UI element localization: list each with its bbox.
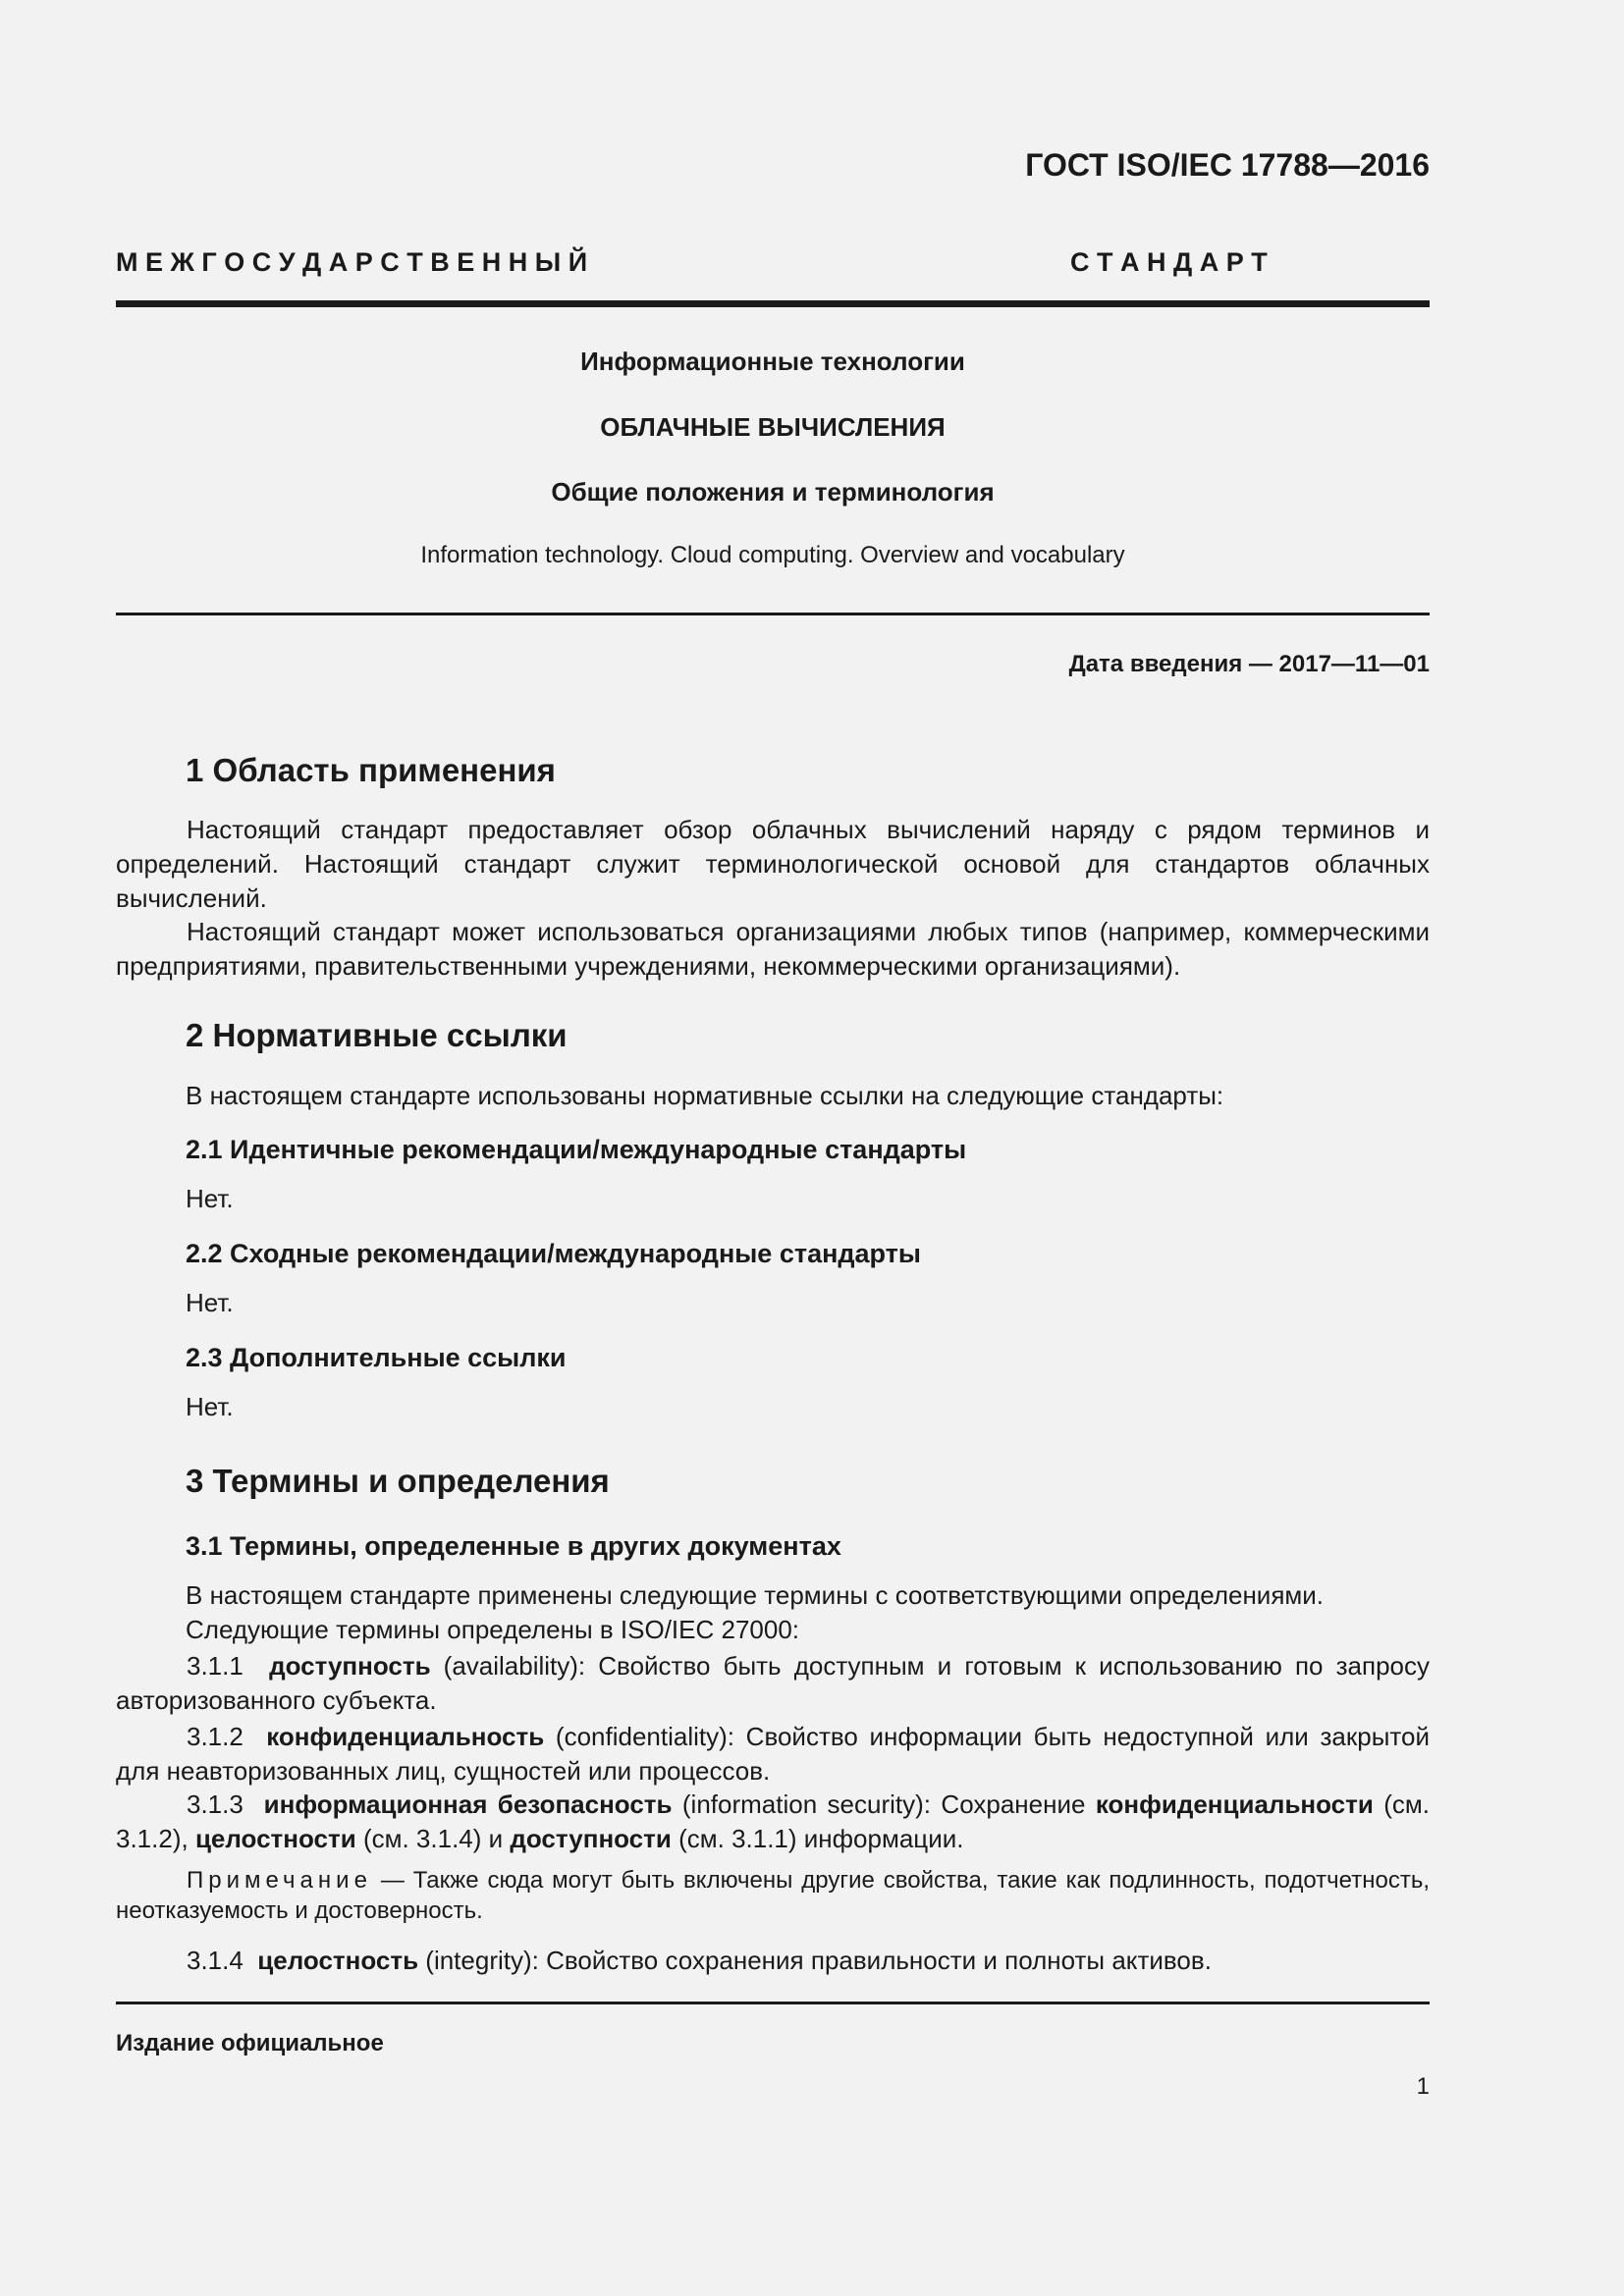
section-2-2-heading: 2.2 Сходные рекомендации/международные стандарты <box>186 1239 921 1268</box>
section-2-1-heading: 2.1 Идентичные рекомендации/международные стандарты <box>186 1135 967 1164</box>
note-3-1-3 <box>116 1865 1430 1926</box>
footer-rule <box>116 2002 1430 2004</box>
title-rule <box>116 613 1430 615</box>
section-3-heading: 3 Термины и определения <box>186 1463 610 1499</box>
section-1-heading: 1 Область применения <box>186 752 556 788</box>
section-1-paragraph-2: Настоящий стандарт может использоваться организациями любых типов (например, коммерческими предприятиями, правительственными учреждениями, некоммерческими организациями). <box>116 917 1430 981</box>
introduction-date: Дата введения — 2017—11—01 <box>1068 651 1430 677</box>
term-definition: (confidentiality): Свойство информации быть недоступной или закрытой для неавторизованных лиц, сущностей или процессов. <box>116 1722 1430 1786</box>
document-number: ГОСТ ISO/IEC 17788—2016 <box>1025 147 1430 183</box>
header-thick-rule <box>116 300 1430 307</box>
term-definition-part: (information security): Сохранение <box>672 1789 1096 1819</box>
term-definition-part: (см. 3.1.4) и <box>355 1824 511 1853</box>
section-2-heading: 2 Нормативные ссылки <box>186 1017 568 1053</box>
term-definition: (integrity): Свойство сохранения правильности и полноты активов. <box>418 1946 1212 1975</box>
term-name: целостность <box>257 1946 419 1975</box>
title-line-2: ОБЛАЧНЫЕ ВЫЧИСЛЕНИЯ <box>600 412 946 442</box>
page-number: 1 <box>1416 2073 1430 2100</box>
term-3-1-3 <box>116 1788 1430 1856</box>
section-2-3-heading: 2.3 Дополнительные ссылки <box>186 1343 567 1372</box>
section-2-intro: В настоящем стандарте использованы нормативные ссылки на следующие стандарты: <box>186 1081 1224 1110</box>
section-3-1-line-2: Следующие термины определены в ISO/IEC 27000: <box>186 1615 800 1644</box>
term-number: 3.1.2 <box>187 1722 244 1751</box>
standard-label-left: М Е Ж Г О С У Д А Р С Т В Е Н Н Ы Й <box>116 247 588 277</box>
term-reference: доступности <box>510 1824 672 1853</box>
term-name: доступность <box>269 1651 431 1681</box>
edition-label: Издание официальное <box>116 2030 384 2056</box>
term-number: 3.1.1 <box>187 1651 244 1681</box>
section-2-1-text: Нет. <box>186 1184 234 1213</box>
term-definition-part: (см. 3.1.1) информации. <box>671 1824 964 1853</box>
term-3-1-2 <box>116 1720 1430 1789</box>
term-reference: целостности <box>194 1824 356 1853</box>
term-name: конфиденциальность <box>266 1722 545 1751</box>
title-line-1: Информационные технологии <box>580 347 965 376</box>
note-label: Примечание <box>187 1867 372 1894</box>
term-definition-part: (см. 3.1.2), <box>116 1789 1431 1853</box>
section-2-3-text: Нет. <box>186 1392 234 1421</box>
section-3-1-line-1: В настоящем стандарте применены следующие термины с соответствующими определениями. <box>186 1580 1325 1610</box>
section-3-1-heading: 3.1 Термины, определенные в других документах <box>186 1531 841 1561</box>
term-number: 3.1.3 <box>187 1789 244 1819</box>
note-text: — Также сюда могут быть включены другие свойства, такие как подлинность, подотчетность, неотказуемость и достоверность. <box>116 1867 1430 1924</box>
term-number: 3.1.4 <box>187 1946 244 1975</box>
term-3-1-1 <box>116 1649 1430 1718</box>
term-definition: (availability): Свойство быть доступным и готовым к использованию по запросу авторизованного субъекта. <box>116 1651 1431 1715</box>
term-reference: конфиденциальности <box>1095 1789 1374 1819</box>
section-1-paragraph-1: Настоящий стандарт предоставляет обзор облачных вычислений наряду с рядом терминов и определений. Настоящий стандарт служит терминологической основой для стандартов облачных вычислений. <box>116 815 1430 913</box>
section-2-2-text: Нет. <box>186 1288 234 1317</box>
standard-label-right: С Т А Н Д А Р Т <box>1070 247 1268 277</box>
title-line-3: Общие положения и терминология <box>551 477 995 507</box>
term-3-1-4 <box>116 1944 1430 1978</box>
title-english: Information technology. Cloud computing. Overview and vocabulary <box>420 542 1125 568</box>
term-name: информационная безопасность <box>263 1789 673 1819</box>
